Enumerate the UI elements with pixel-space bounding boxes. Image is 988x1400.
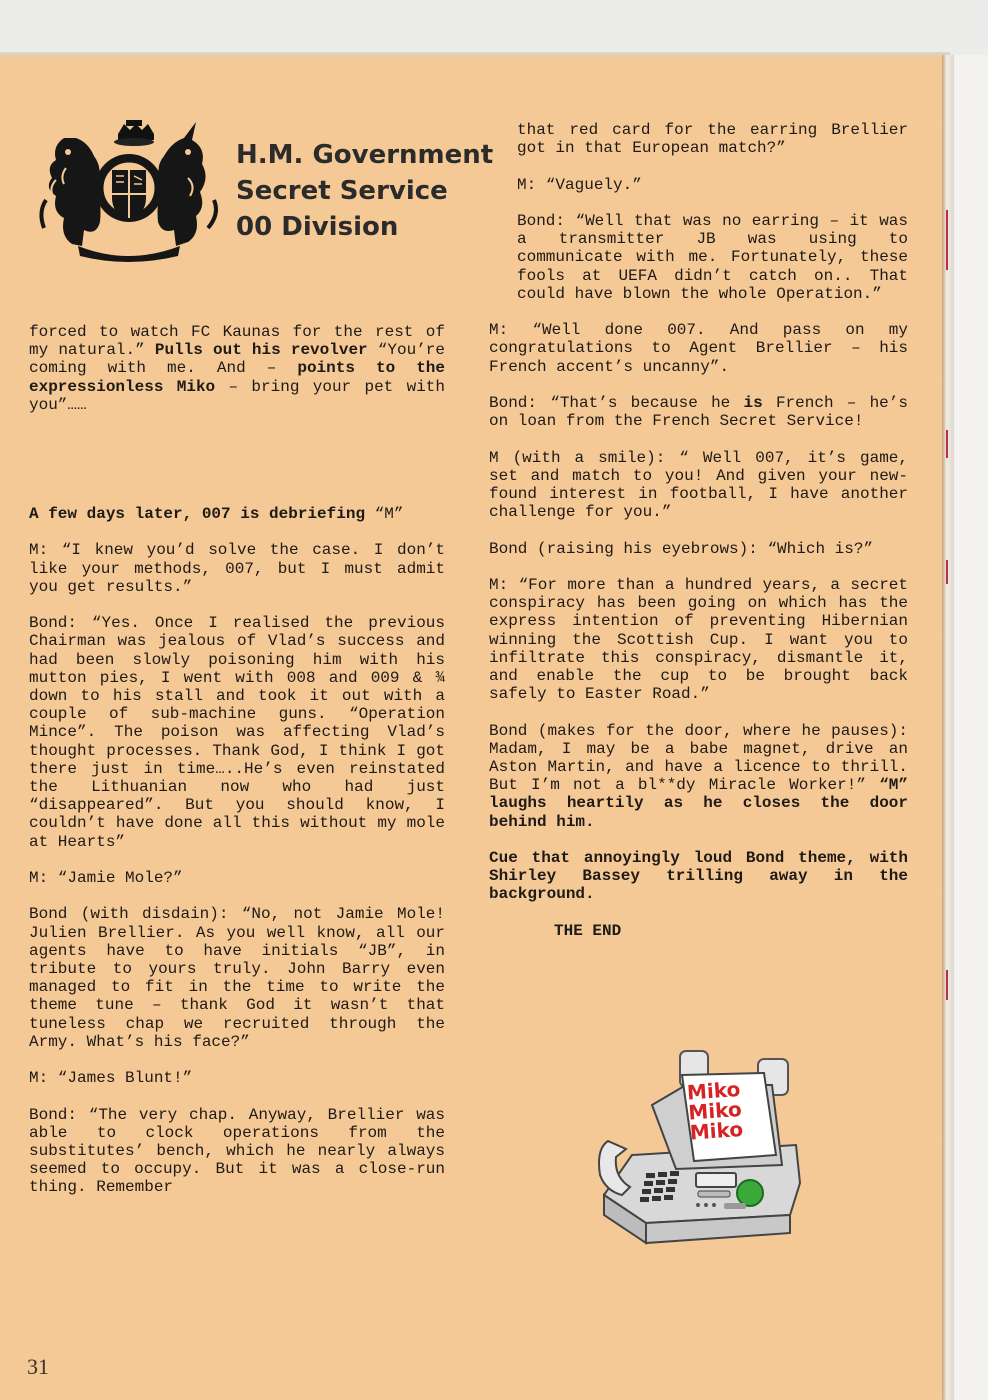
paragraph: M: “I knew you’d solve the case. I don’t like your methods, 007, but I must admit you get results.” [29,541,445,596]
fax-paper-line: Miko [686,1077,742,1105]
header-line-secret-service: Secret Service [236,176,448,206]
paragraph: M: “For more than a hundred years, a secret conspiracy has been going on which has the express intention of preventing Hibernian winning the Scottish Cup. I want you to infiltrate this conspiracy, dismantle it, and enable the cup to be brought back safely to Easter Road.” [489,575,908,704]
fax-machine-icon [586,1045,806,1250]
text-run: Bond (makes for the door, where he pauses): Madam, I may be a babe magnet, drive an Aston Martin, and have a licence to thrill. But I’m not a bl**dy Miracle Worker!” [489,721,908,795]
paragraph: M: “Vaguely.” [517,175,642,194]
page-spine [942,55,954,1400]
fax-paper-line: Miko [688,1116,744,1145]
paragraph: Bond: “Well that was no earring – it was a transmitter JB was using to communicate with me. Fortunately, these fools at UEFA didn’t catch on.. That could have blown the whole Operation.” [517,211,908,303]
edge-mark [946,210,948,270]
text-run: “M” [374,505,404,523]
paragraph [489,849,908,904]
agency-header [236,137,496,245]
paragraph [489,922,908,940]
paragraph: M (with a smile): “ Well 007, it’s game, set and match to you! And given your new-found interest in football, I have another challenge for you.” [489,448,908,522]
page-edge [954,55,988,1400]
paragraph: M: “Jamie Mole?” [29,869,183,888]
edge-mark [946,430,948,458]
text-run: “You’re coming with me. And – [29,341,446,378]
paragraph: Bond: “Yes. Once I realised the previous Chairman was jealous of Vlad’s success and had been slowly poisoning him with his mutton pies, I went with 008 and 009 & ¾ down to his stall and took it out with a couple of sub-machine guns. “Operation Mince”. The poison was affecting Vlad’s thought processes. Thank God, I think I got there just in time…..He’s even reinstated the Lithuanian now who had just “disappeared”. But you should know, I couldn’t have done all this without my mole at Hearts” [29,614,445,851]
text-run: forced to watch FC Kaunas for the rest of my natural.” [29,323,445,360]
paragraph: M: “Well done 007. And pass on my congratulations to Agent Brellier – his French accent’s uncanny”. [489,321,908,376]
text-run: – bring your pet with you”…… [29,377,445,414]
stage-direction: Cue that annoyingly loud Bond theme, with Shirley Bassey trilling away in the background. [489,848,908,904]
paragraph [489,394,908,430]
left-column-main [29,505,445,1215]
paragraph: M: “James Blunt!” [29,1069,193,1088]
paragraph [489,722,908,831]
page-number: 31 [27,1354,49,1379]
edge-mark [946,560,948,584]
header-line-government: H.M. Government [236,140,494,170]
left-column-intro [29,323,445,432]
the-end: THE END [554,921,622,940]
paragraph-heading [29,505,445,523]
right-column [489,121,908,958]
edge-mark [946,970,948,1000]
paragraph: Bond (raising his eyebrows): “Which is?” [489,539,874,558]
stage-direction: Pulls out his revolver [154,341,368,360]
header-line-division: 00 Division [236,212,399,242]
paragraph: that red card for the earring Brellier got in that European match?” [517,121,908,158]
text-run: Bond: “That’s because he [489,393,731,412]
paragraph: Bond (with disdain): “No, not Jamie Mole! Julien Brellier. As you well know, all our agents have to have initials “JB”, in tribute to yours truly. John Barry even managed to fit in the time to write the theme tune – thank God it wasn’t that tuneless chap we recruited through the Army. What’s his face?” [29,905,445,1051]
stage-direction: A few days later, 007 is debriefing [29,505,366,523]
fax-paper-line: Miko [687,1096,743,1125]
svg-text:Miko Miko Miko [686,1077,751,1145]
stage-direction: “M” laughs heartily as he closes the door behind him. [489,776,908,831]
emphasis: is [743,393,763,412]
text-run: French – he’s on loan from the French Secret Service! [489,393,908,431]
paragraph [29,323,445,414]
stage-direction: points to the expressionless Miko [29,359,445,396]
royal-coat-of-arms-icon [38,118,220,266]
paragraph: Bond: “The very chap. Anyway, Brellier was able to clock operations from the substitutes’ bench, which he nearly always seemed to occupy. But it was a close-run thing. Remember [29,1105,445,1197]
